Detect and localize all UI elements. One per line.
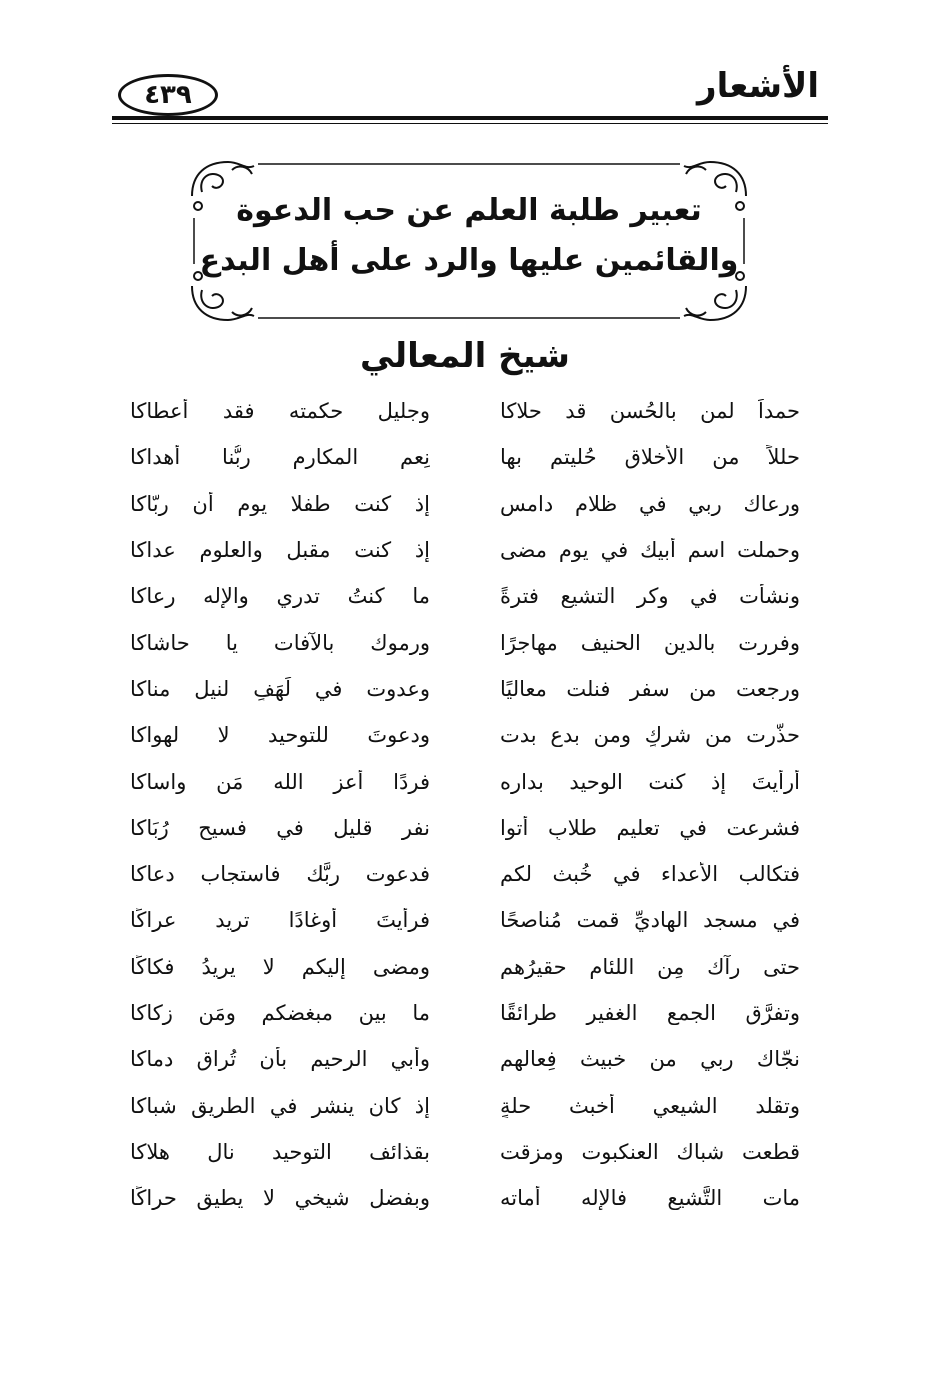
verse-first-hemistich: فشرعت في تعليم طلابٍ أتوا <box>500 815 800 840</box>
header-rule-thin <box>112 123 828 124</box>
verse-first-hemistich: في مسجد الهاديِّ قمت مُناصحًا <box>500 908 800 933</box>
page-number: ٤٣٩ <box>144 80 192 110</box>
verse-line <box>130 990 800 1036</box>
chapter-title-line-2: والقائمين عليها والرد على أهل البدع <box>199 243 739 278</box>
verse-line <box>130 712 800 758</box>
verse-first-hemistich: وتفرَّق الجمع الغفير طرائقًا <box>500 1001 800 1025</box>
verse-line <box>130 944 800 990</box>
verse-second-hemistich: ومضى إليكم لا يريدُ فكاكًا <box>130 954 430 979</box>
verse-second-hemistich: فدعوت ربَّك فاستجاب دعاكا <box>130 862 430 887</box>
header-rule-thick <box>112 116 828 120</box>
verse-second-hemistich: ودعوتَ للتوحيد لا لهواكا <box>130 723 430 748</box>
verse-first-hemistich: وتقلد الشيعي أخبث حلةٍ <box>500 1093 800 1118</box>
title-ornament-frame <box>188 156 750 326</box>
verse-second-hemistich: وبفضل شيخي لا يطيق حراكًا <box>130 1186 430 1211</box>
verse-line <box>130 388 800 434</box>
verse-line <box>130 573 800 619</box>
verse-line <box>130 897 800 943</box>
verse-first-hemistich: نجّاك ربي من خبيث فِعالهم <box>500 1047 800 1072</box>
verse-line <box>130 527 800 573</box>
verse-second-hemistich: إذ كان ينشر في الطريق شباكا <box>130 1093 430 1118</box>
verse-first-hemistich: مات التَّشيع فالإله أماته <box>500 1186 800 1211</box>
verse-second-hemistich: نِعم المكارم ربُّنا أهداكا <box>130 445 430 470</box>
verse-second-hemistich: فرأيتَ أوغادًا تريد عراكًا <box>130 908 430 933</box>
verse-second-hemistich: فردًا أعز الله مَن واساكا <box>130 769 430 794</box>
verse-second-hemistich: بقذائف التوحيد نال هلاكا <box>130 1139 430 1164</box>
verse-first-hemistich: قطعت شباك العنكبوت ومزقت <box>500 1139 800 1164</box>
verse-line <box>130 851 800 897</box>
verse-second-hemistich: نفر قليل في فسيح رُبَاكا <box>130 815 430 840</box>
chapter-title <box>188 186 750 286</box>
verse-first-hemistich: ورعاك ربي في ظلام دامس <box>500 491 800 516</box>
verse-first-hemistich: ونشأت في وكر التشيع فترةً <box>500 584 800 609</box>
verse-first-hemistich: وفررت بالدين الحنيف مهاجرًا <box>500 630 800 655</box>
verse-second-hemistich: إذ كنت مقبل والعلوم عداكا <box>130 538 430 563</box>
verse-second-hemistich: ما كنتُ تدري والإله رعاكا <box>130 584 430 609</box>
chapter-title-line-1: تعبير طلبة العلم عن حب الدعوة <box>236 193 702 228</box>
verse-line <box>130 758 800 804</box>
verse-second-hemistich: وأبي الرحيم بأن تُراق دماكا <box>130 1047 430 1072</box>
verse-first-hemistich: وحملت اسم أبيك في يوم مضى <box>500 538 800 563</box>
verse-first-hemistich: حذَّرت من شركٍ ومن بدعٍ بدت <box>500 723 800 748</box>
verse-first-hemistich: حتى رآك مِن اللئام حقيرُهم <box>500 954 800 979</box>
verse-line <box>130 1036 800 1082</box>
page-number-oval <box>118 74 218 116</box>
verse-line <box>130 666 800 712</box>
verse-second-hemistich: ما بين مبغضكم ومَن زكاكا <box>130 1001 430 1025</box>
verse-line <box>130 481 800 527</box>
verse-line <box>130 434 800 480</box>
poem <box>130 388 800 1221</box>
verse-first-hemistich: فتكالب الأعداء في خُبث لكم <box>500 862 800 887</box>
verse-second-hemistich: وعدوت في لَهَفٍ لنيل مناكا <box>130 676 430 701</box>
verse-second-hemistich: وجليل حكمته فقد أعطاكا <box>130 399 430 424</box>
verse-line <box>130 1082 800 1128</box>
verse-line <box>130 1175 800 1221</box>
verse-first-hemistich: ورجعت من سفرٍ فنلت معاليًا <box>500 676 800 701</box>
running-header-title: الأشعار <box>697 66 819 106</box>
verse-line <box>130 619 800 665</box>
verse-second-hemistich: إذ كنت طفلا يوم أن ربّاكا <box>130 491 430 516</box>
verse-line <box>130 1129 800 1175</box>
verse-second-hemistich: ورموك بالآفات يا حاشاكا <box>130 630 430 655</box>
verse-first-hemistich: حللاً من الأخلاق حُليتم بها <box>500 445 800 470</box>
verse-first-hemistich: أرأيتَ إذ كنت الوحيد بداره <box>500 769 800 794</box>
verse-line <box>130 805 800 851</box>
poet-name: شيخ المعالي <box>360 336 570 376</box>
verse-first-hemistich: حمداً لمن بالحُسن قد حلاكا <box>500 399 800 424</box>
